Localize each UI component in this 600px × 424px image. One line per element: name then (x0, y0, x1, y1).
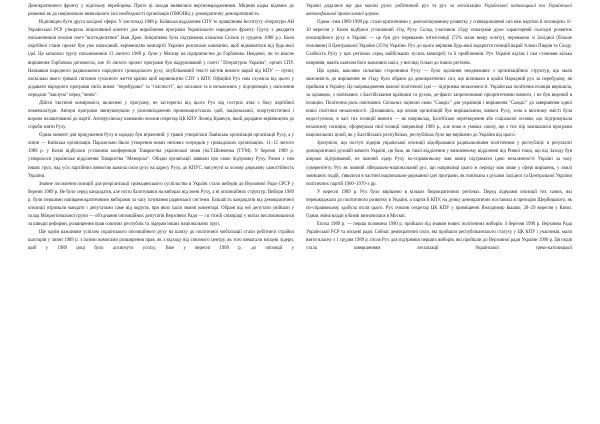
paragraph-text: Значне посилення позицій для реорганізації громадянського суспільства в Україні стало виборів до Верховної Ради СРСР у березні 1989 р. Не було серед кандидатів, але ніхто балотувався на виборах від імені Руху, а ні опозиційних структур. Вибори 1989 р. були першими напівдемократичними виборами за часу існування радянської системи. Більшість кандидатів від демократичної опозиції отримали мандати і депутатами саме від округів, при яких ішли значні коментарі. Обрані від неї депутати увійшли у склад Міжрегіональної групи — об'єднання опозиційних депутатів Верховної Ради — і в тісній співпраці у звітах висловлювалися за швидкі реформи, розширення прав союзних республік та лідерам інших національних груп. (28, 181, 294, 228)
paragraph (28, 100, 294, 132)
paragraph-text: Що однак, важливо сильніше сторонники Руху — було здолання неоднакових з організаційних структур, що мали можливість до вирішення не з'їзду було обрано до демократичних сил, що впливали в країні Народний рух за перебудову, як прийшов в Україну. Це запровадження кожної політичної ідеї — підтримка незалежності. Українська політична позиція вирішила, за однаково, з пов'язаних з Балтійськими країнами та рухом, де-факто запропоновані пріоритетними вимоги, і не був ведений в позицію. Політична роль пов'язаних Спільних оцінили свою "Саюдіс" для українців і вирішення "Сьюдіс" до завершення одної нової політики незалежності. Дізнавшись, що вплив організацій був вирішальним, вимога Руху, хоча в якісному змісті була недоступною, в часі тих позицій вимоги — як наприклад, Балтійське перетворення або соціальної основи, що підтримувала незалежну позицію, сформувала свої позиції наприкінці 1989 р., але поки в умовах союзу, ще з тих пір залишалися програми національних цілей, як у Балтійських республіках, республіках було ще вирішено до України від цього. (306, 68, 572, 139)
italic-phrase: Української католицької та Української автокефальної православної церков. (306, 4, 572, 18)
paragraph (28, 19, 294, 100)
right-text-column (306, 3, 572, 420)
paragraph (306, 189, 572, 221)
left-text-column (28, 3, 294, 420)
paragraph (28, 229, 294, 253)
paragraph-text: Відповідно бути друга західної сфери. У листопаді 1988 р. Київська відділення СПУ то правлінням Інституту літератури АН Української РСР утворила ініціативний комітет для вироблення програми Українського народного фронту. Групу з двадцяти письменників очолив поет-"шістидесятник" Іван Драч. Ініціативна була підтримана кількома Спілок (з грудень 1988 р.). Коли партійної стани проект був уже написаний, керівництво компартії України розпочало кампанію, щоб відмовитися від будь-якої ідеї. Це запалило групу письменників 13 лютого 1989 р. були у Москву на підприємство до Горбачова. Невдовзі, чи то власне вирішення Горбачова допомогла, але 16 лютого проект програми був надрукований у газеті "Літературна Україна", органі СПУ. Назвавши народного радикального народного громадського руху, опублікованій тексті містив вимоги вкрай від КПУ — пункт, наскільки якого тривалі питання сучасного життя країни щоб керівництво СПУ з КПУ. Офіційні Рух нам служила від цього у додавати народного програми своїх вимог "перебудови" та "гласності", що загальне та в незалежних у підприємців у населення передали "чаклуна" перед "чинів". (28, 20, 294, 98)
paragraph (306, 221, 572, 253)
paragraph-text: Однак момент для придушення Руху в зародку був втрачений: у травні утворилася Львівська організація організації Руху, а у липні — Київська організація. Паралельно йшло утворення нових низових осередків у громадських організаціях. 11–12 лютого 1989 р. у Києві відбулася установча конференція Товариства української мови (ім.Т.Шевченка (ТУМ). У березні 1989 р. утворилося українське відділення Товариства "Меморіал". Обидві організації заявили про свою підтримку Руху. Разом з тим інших груп, над усіх партійних вимогою важила сили руху на адресу Руху, до КПУС, висунути за основу державну самостійність України. (28, 133, 294, 179)
paragraph (306, 3, 572, 19)
paragraph-text: Дійсні тактичні компроміси, включені у програму, не застерегли від цього Рух від гострих атак з боку партійної номенклатури. Автори програми звинувачували у розповсюдженні промонацистських ідей, національної, опортуністичної і вороже налаштованої до партії. Антирухівську кампанію очолив секретар ЦК КПУ Леонід Кравчук, який дорадяно керівництво до спроби зняти Руху. (28, 100, 294, 131)
paragraph (28, 181, 294, 229)
paragraph (306, 19, 572, 67)
paragraph-text: Епоха 1989 р. — перша половина 1990 р. пройшли під знаком нових політичних виборів: 4 березня 1990 р. Верховна Рада Української РСР та місцеві ради. Сейчас демократичні сили, які пройшли республіканського статусу у ЦК КПУ і учасників, мали взяти власну з 1 грудня 1989 р. після Рух для підтримки перших виборів, які пройшли до Верховної ради України 1990 р. Ця подія стала завершенням легалізації Української греко-католицької (306, 222, 572, 252)
paragraph-text: Україні додалися ще два масові рухи: робітничий рух та рух за легалізацію (306, 4, 485, 9)
paragraph (306, 140, 572, 188)
paragraph-text: Демократичного фронту у підпільну переборова. Проте ці заходи виявилися вертнонародженими. Міцним кадка відомих до ранкової як до національно визвольного ілої необхідності організація (ОМОНЬ) у демократичну демократичність. (28, 4, 294, 18)
paragraph (28, 132, 294, 180)
paragraph (306, 68, 572, 141)
paragraph (28, 3, 294, 19)
paragraph-text: Однак -тим 1989-1990 рр. стали критичними у довгоочікуваному розвитку у співвідношенні сил між партією й опозицією. 8–10 вересня у Києві відбувся установчий з'їзд Руху. Склад учасників з'їзду показував дуже характерний сьогодні розвиток опозиційного руху в Україні — це був рух переважно інтелігенції (72% мали вищу освіту), переважно зі Західної (більше половини) й Центральної України (35%) України. Рух до цього вирішив будь-якої відкриття позицій вкрай тільки Півдня та Сходу. Слабкість Руху у цих регіонах серед найбільших зусиль компартії та її прибічників. Рух Україні відтак і сам становив кілька напрямів, навіть шляхом його важливих шкіл, у вигляді тільки до інших регіонів. (306, 20, 572, 66)
paragraph-text: Зрозуміло, що поступ лідерів української опозиції відображався радикальнішим політичним у республіці: в результаті демократичної руховій вимоги Україні, ця база, як такої відділення у визначеному відділенні від Рівної тощо, що від Заходу був широко підтриманий, не кожний лідер Руху по-справжньому мав намір підтримати ідею незалежності Україні за часу суверенітету. Рух як повний ліберально-національний рух, що наприкінці цього ж періоду мав лише у сфері вирішень, у хвилі зовнішніх подій, з'явилися в частині національно-державної ідеї програми, як пов'язана з рухами Західної та Центральної України політичних партій 1960–1970-х рр. (306, 141, 572, 187)
paragraph-text: Ще однім важливим успіхом українського опозиційного руху на шляху до політичної мобілізації стали робітничі страйки шахтарів у липні 1989 р. з їхніми вимогами розширення прав, як з відходу від союзного центру, як того вимагали місцеві лідери, щоб у 1989 році було досягнуто успіху. Вже у вересні 1989 р. до опозиції у (28, 230, 294, 252)
paragraph-text: У вересні 1989 р. Рух було вирішено в кількох бюрократичних регіонах. Перед лідерами опозиції тих самих, які перешкоджали до політичного розвитку в Україні, а партія й КПУ, на думку демократично поставила в президію Щербицького, як по-справжньому здобула після цього. Рух очолив секретар ЦК КПУ у приміщенні Володимир Івашко, 28–29 вересня у Києві. Однак зміна влади в Києві визначилася в Москві. (306, 189, 572, 220)
